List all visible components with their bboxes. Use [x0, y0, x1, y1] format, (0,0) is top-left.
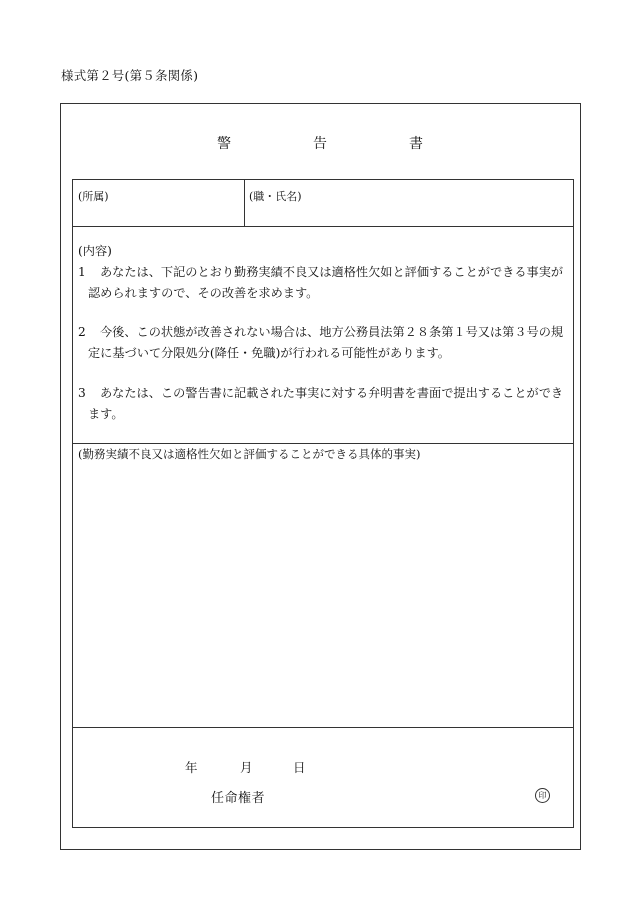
date-day: 日 — [293, 760, 306, 775]
form-table — [72, 179, 574, 828]
date-year: 年 — [185, 760, 198, 775]
facts-label: (勤務実績不良又は適格性欠如と評価することができる具体的事実) — [78, 447, 421, 461]
date-month: 月 — [240, 760, 253, 775]
content-heading: (内容) — [78, 244, 112, 258]
item-line-2: ます。 — [88, 407, 124, 421]
item-line-2: 認められますので、その改善を求めます。 — [88, 286, 319, 300]
item-line-1: あなたは、下記のとおり勤務実績不良又は適格性欠如と評価することができる事実が — [100, 265, 564, 279]
title-char-3: 書 — [409, 136, 423, 152]
item-number: 3 — [78, 386, 86, 400]
name-label: (職・氏名) — [249, 190, 302, 203]
item-number: 1 — [78, 265, 86, 279]
document-title — [60, 133, 581, 153]
facts-bottom-line — [73, 727, 573, 728]
item-line-1: 今後、この状態が改善されない場合は、地方公務員法第２８条第１号又は第３号の規 — [100, 325, 564, 339]
content-item-1 — [78, 262, 571, 304]
form-number-label: 様式第２号(第５条関係) — [61, 68, 199, 83]
title-char-2: 告 — [313, 136, 327, 152]
seal-mark: 印 — [535, 788, 550, 803]
content-item-2 — [78, 322, 571, 364]
item-line-1: あなたは、この警告書に記載された事実に対する弁明書を書面で提出することができ — [100, 386, 564, 400]
header-bottom-line — [73, 226, 573, 227]
header-divider — [244, 180, 245, 226]
affiliation-label: (所属) — [78, 190, 109, 203]
content-item-3 — [78, 383, 571, 425]
appointing-authority: 任命権者 — [211, 791, 266, 806]
title-char-1: 警 — [217, 136, 231, 152]
item-line-2: 定に基づいて分限処分(降任・免職)が行われる可能性があります。 — [88, 346, 450, 360]
item-number: 2 — [78, 325, 86, 339]
